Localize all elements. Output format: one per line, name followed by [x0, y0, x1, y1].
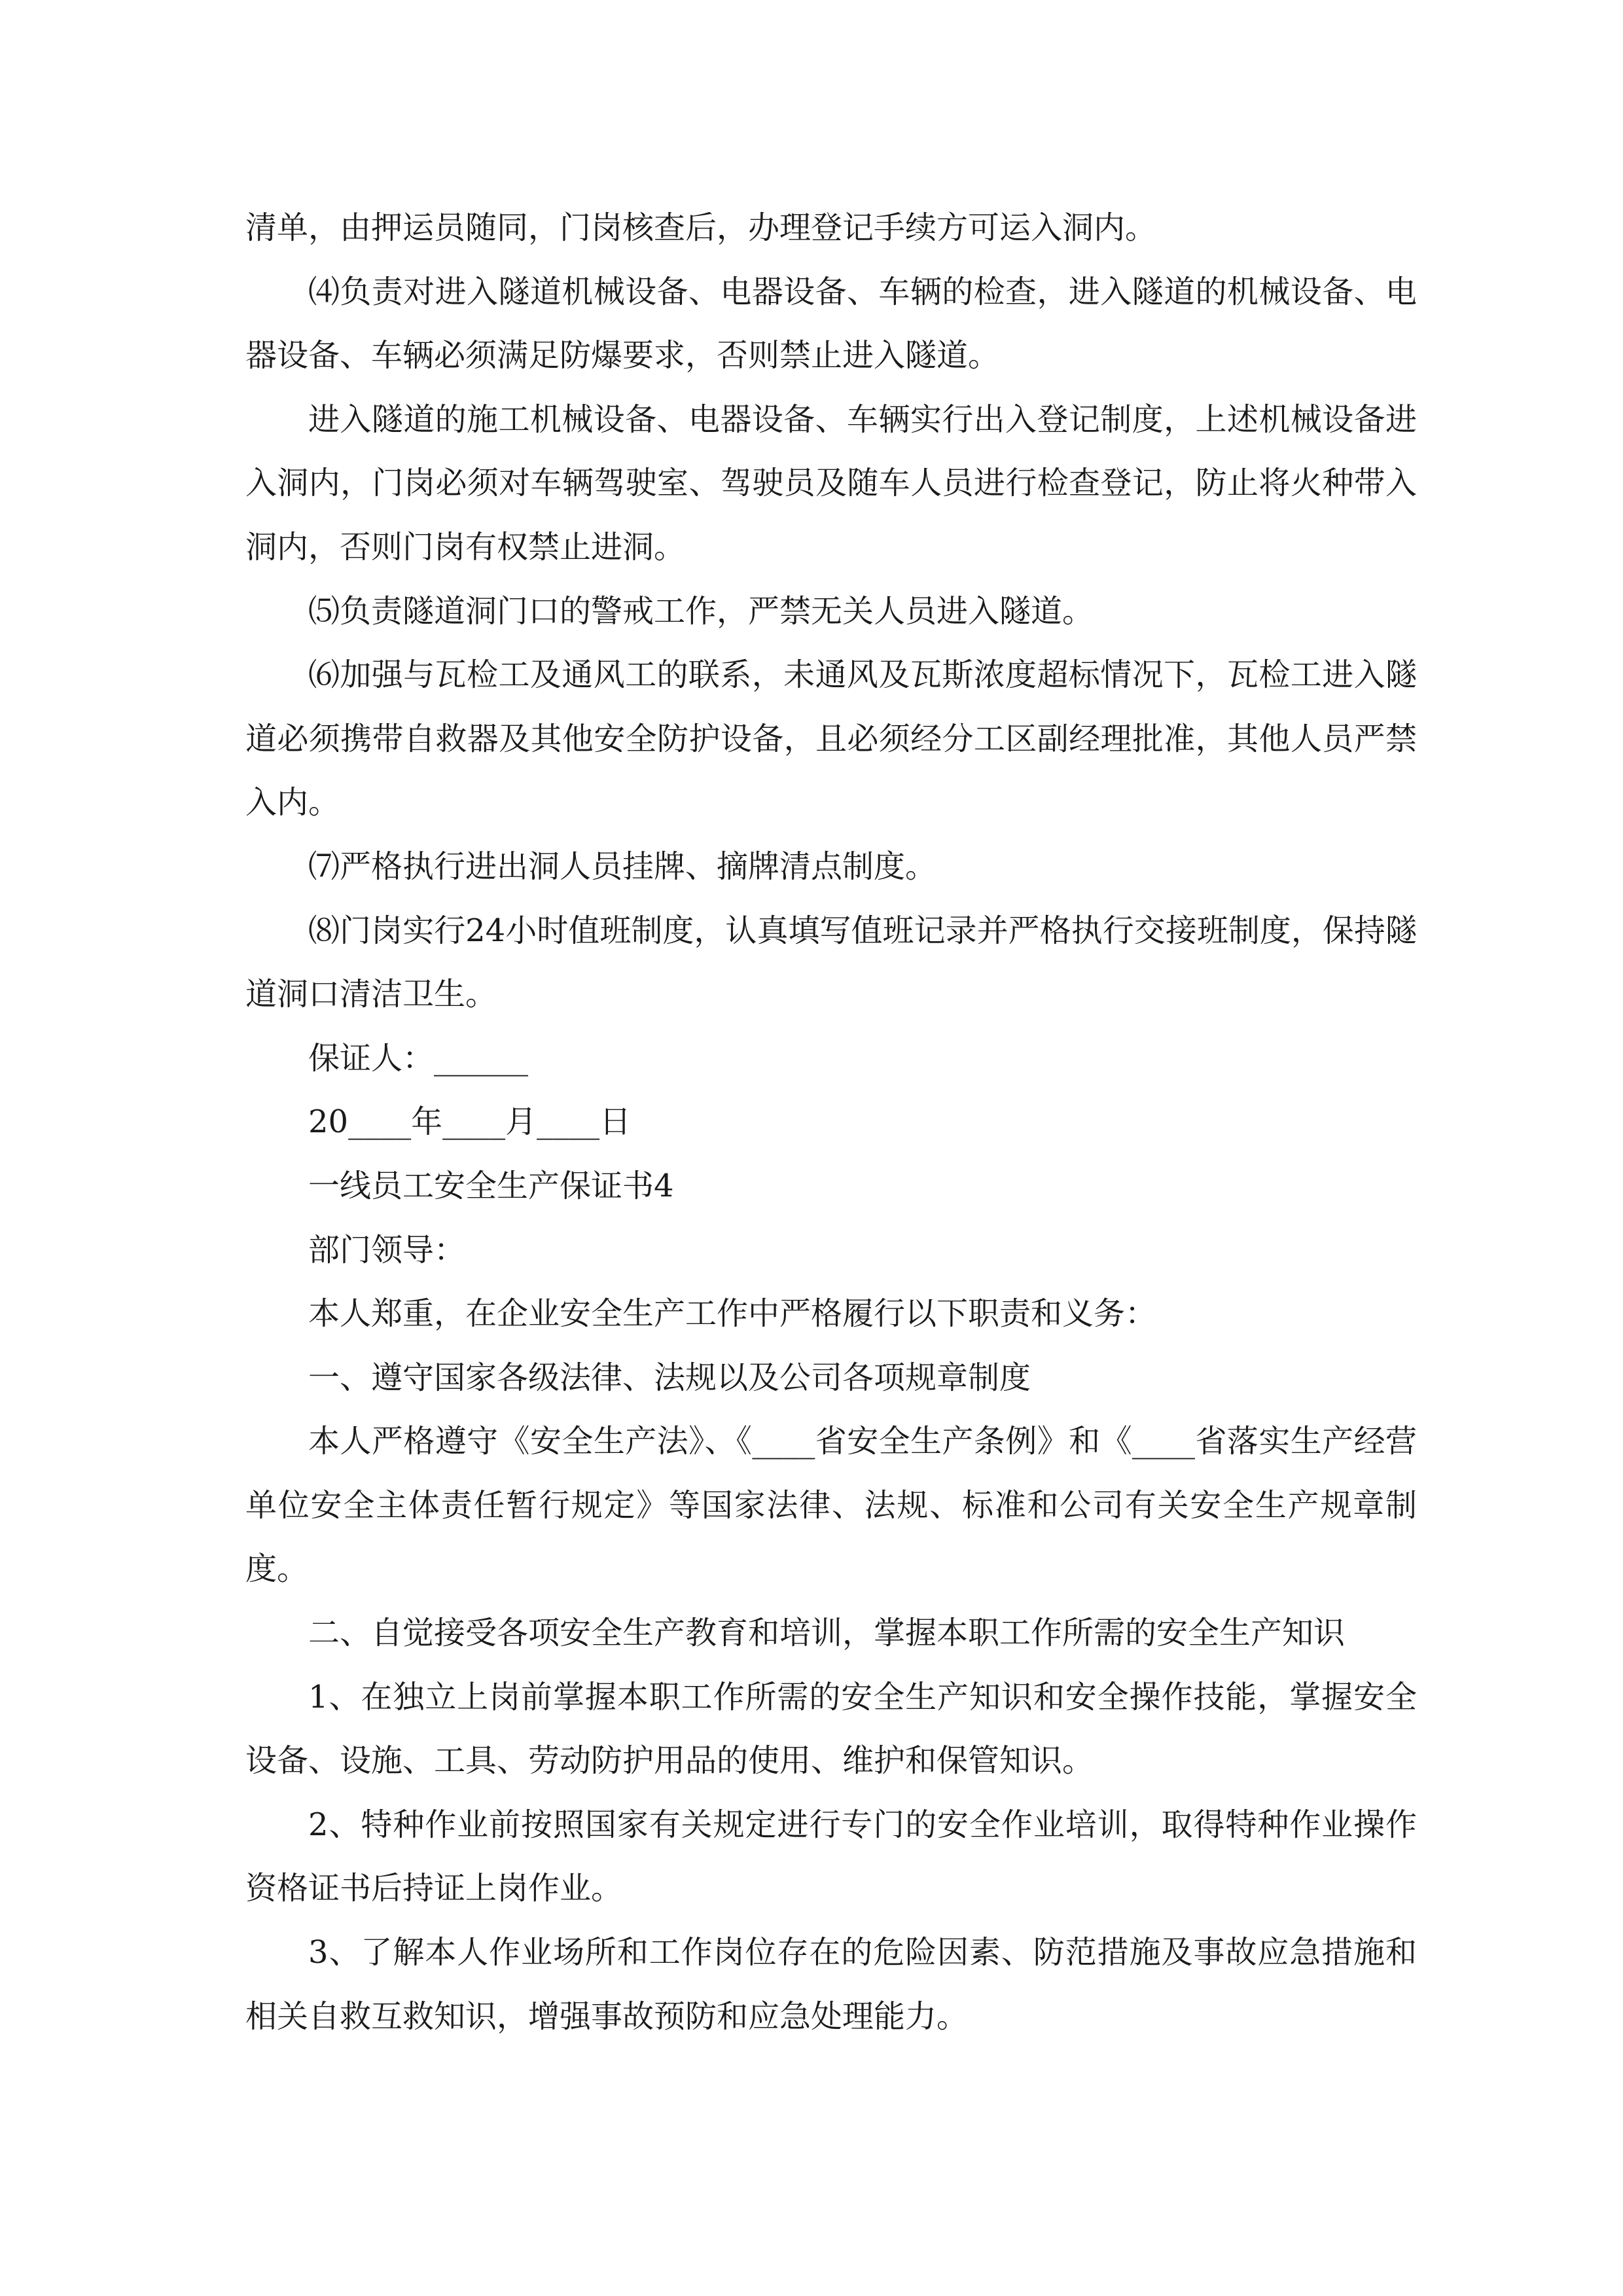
salutation: 部门领导： — [308, 1231, 466, 1268]
paragraph-registration: 进入隧道的施工机械设备、电器设备、车辆实行出入登记制度，上述机械设备进入洞内，门岗必须对车辆驾驶室、驾驶员及随车人员进行检查登记，防止将火种带入洞内，否则门岗有权禁止进洞。 — [245, 401, 1417, 565]
paragraph-item-8: ⑻门岗实行24小时值班制度，认真填写值班记录并严格执行交接班制度，保持隧道洞口清洁卫生。 — [245, 912, 1417, 1013]
heading-two: 二、自觉接受各项安全生产教育和培训，掌握本职工作所需的安全生产知识 — [308, 1615, 1346, 1652]
document-body — [245, 196, 1417, 2049]
paragraph-item-6: ⑹加强与瓦检工及通风工的联系，未通风及瓦斯浓度超标情况下，瓦检工进入隧道必须携带自救器及其他安全防护设备，且必须经分工区副经理批准，其他人员严禁入内。 — [245, 656, 1417, 821]
paragraph-item-7: ⑺严格执行进出洞人员挂牌、摘牌清点制度。 — [308, 848, 937, 885]
paragraph-laws: 本人严格遵守《安全生产法》、《____省安全生产条例》和《____省落实生产经营单位安全主体责任暂行规定》等国家法律、法规、标准和公司有关安全生产规章制度。 — [245, 1423, 1417, 1588]
heading-one: 一、遵守国家各级法律、法规以及公司各项规章制度 — [308, 1359, 1031, 1396]
paragraph-continuation: 清单，由押运员随同，门岗核查后，办理登记手续方可运入洞内。 — [245, 209, 1157, 246]
section-title: 一线员工安全生产保证书4 — [308, 1167, 674, 1204]
paragraph-intro: 本人郑重，在企业安全生产工作中严格履行以下职责和义务： — [308, 1295, 1157, 1333]
paragraph-item-5: ⑸负责隧道洞门口的警戒工作，严禁无关人员进入隧道。 — [308, 592, 1094, 630]
paragraph-point-2: 2、特种作业前按照国家有关规定进行专门的安全作业培训，取得特种作业操作资格证书后持证上岗作业。 — [245, 1806, 1417, 1907]
paragraph-point-1: 1、在独立上岗前掌握本职工作所需的安全生产知识和安全操作技能，掌握安全设备、设施、工具、劳动防护用品的使用、维护和保管知识。 — [245, 1678, 1417, 1780]
date-line: 20____年____月____日 — [308, 1103, 632, 1141]
guarantor-line: 保证人：______ — [308, 1039, 529, 1077]
paragraph-point-3: 3、了解本人作业场所和工作岗位存在的危险因素、防范措施及事故应急措施和相关自救互救知识，增强事故预防和应急处理能力。 — [245, 1934, 1417, 2035]
paragraph-item-4: ⑷负责对进入隧道机械设备、电器设备、车辆的检查，进入隧道的机械设备、电器设备、车辆必须满足防爆要求，否则禁止进入隧道。 — [245, 273, 1417, 374]
